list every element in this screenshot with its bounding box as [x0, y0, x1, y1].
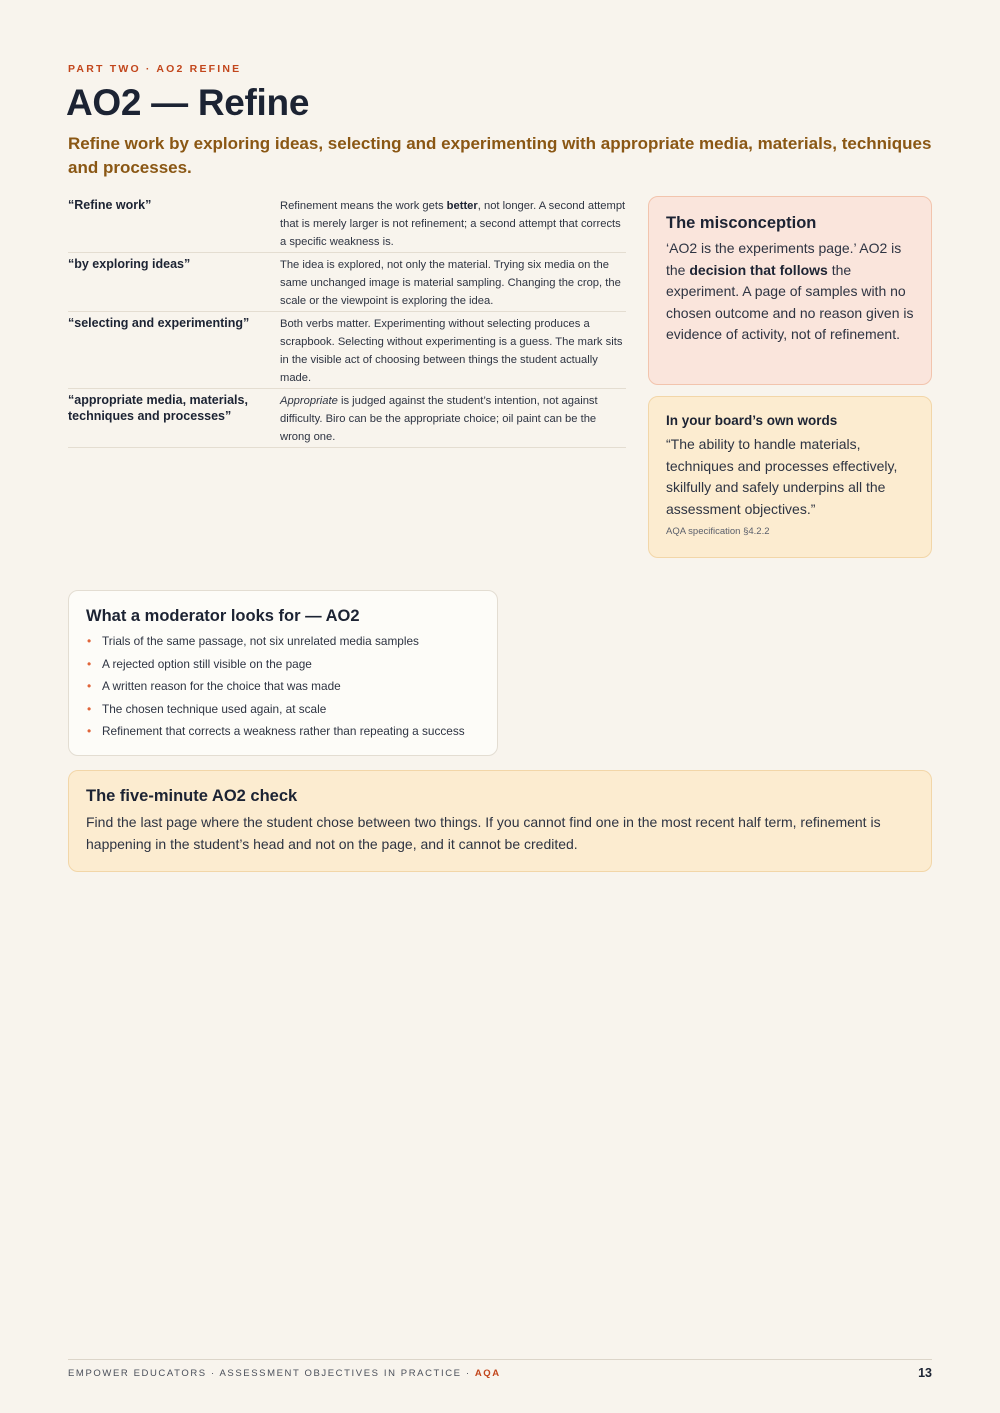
- list-item: • A rejected option still visible on the page: [86, 653, 480, 676]
- moderator-checklist-card: [68, 590, 498, 756]
- definitions-table: [68, 197, 626, 451]
- page-title: AO2 — Refine: [66, 82, 310, 123]
- board-quote-card: [648, 396, 932, 558]
- five-minute-check-text: Find the last page where the student chose between two things. If you cannot find one in the most recent half term, refinement is happening in the student’s head and not on the page, and it cannot be credited.: [86, 814, 881, 852]
- list-item: • Trials of the same passage, not six unrelated media samples: [86, 630, 480, 653]
- list-item: • A written reason for the choice that was made: [86, 675, 480, 698]
- definition-description: Both verbs matter. Experimenting without selecting produces a scrapbook. Selecting without experimenting is a guess. The mark sits in the visible act of choosing between things the student actually made.: [280, 318, 623, 384]
- definition-description: Appropriate is judged against the student’s intention, not against difficulty. Biro can be the appropriate choice; oil paint can be the wrong one.: [280, 395, 598, 443]
- bullet-icon: •: [87, 634, 92, 648]
- moderator-checklist: [86, 630, 480, 743]
- list-item: • Refinement that corrects a weakness rather than repeating a success: [86, 720, 480, 743]
- definition-row: [68, 197, 626, 253]
- moderator-checklist-title: What a moderator looks for — AO2: [86, 607, 360, 625]
- footer-running-title: EMPOWER EDUCATORS · ASSESSMENT OBJECTIVES IN PRACTICE · AQA: [68, 1368, 501, 1379]
- board-quote-text: “The ability to handle materials, techniques and processes effectively, skilfully and safely underpins all the assessment objectives.”: [666, 436, 898, 517]
- definition-term: “Refine work”: [68, 198, 152, 212]
- section-eyebrow: PART TWO · AO2 REFINE: [68, 63, 242, 75]
- misconception-title: The misconception: [666, 214, 817, 232]
- board-quote-citation: AQA specification §4.2.2: [666, 526, 770, 537]
- definition-term: “appropriate media, materials, techniques and processes”: [68, 393, 248, 423]
- bullet-icon: •: [87, 656, 92, 671]
- misconception-text: ‘AO2 is the experiments page.’ AO2 is the decision that follows the experiment. A page of samples with no chosen outcome and no reason given is evidence of activity, not of refinement.: [666, 240, 914, 342]
- misconception-card: [648, 196, 932, 385]
- bullet-icon: •: [87, 724, 92, 738]
- definition-row: [68, 256, 626, 312]
- bullet-icon: •: [87, 701, 92, 716]
- definition-row: [68, 392, 626, 448]
- definition-row: [68, 315, 626, 389]
- page-number: 13: [918, 1366, 932, 1380]
- list-item: • The chosen technique used again, at scale: [86, 698, 480, 721]
- lead-statement: Refine work by exploring ideas, selecting and experimenting with appropriate media, materials, techniques and processes.: [68, 134, 932, 177]
- five-minute-check-card: [68, 770, 932, 872]
- five-minute-check-title: The five-minute AO2 check: [86, 787, 298, 805]
- footer-divider: [68, 1359, 932, 1360]
- bullet-icon: •: [87, 679, 92, 693]
- definition-description: The idea is explored, not only the material. Trying six media on the same unchanged image is material sampling. Changing the crop, the scale or the viewpoint is exploring the idea.: [280, 259, 621, 307]
- definition-description: Refinement means the work gets better, not longer. A second attempt that is merely larger is not refinement; a second attempt that corrects a specific weakness is.: [280, 200, 626, 248]
- definition-term: “by exploring ideas”: [68, 257, 191, 271]
- board-quote-title: In your board’s own words: [666, 413, 838, 428]
- definition-term: “selecting and experimenting”: [68, 316, 250, 330]
